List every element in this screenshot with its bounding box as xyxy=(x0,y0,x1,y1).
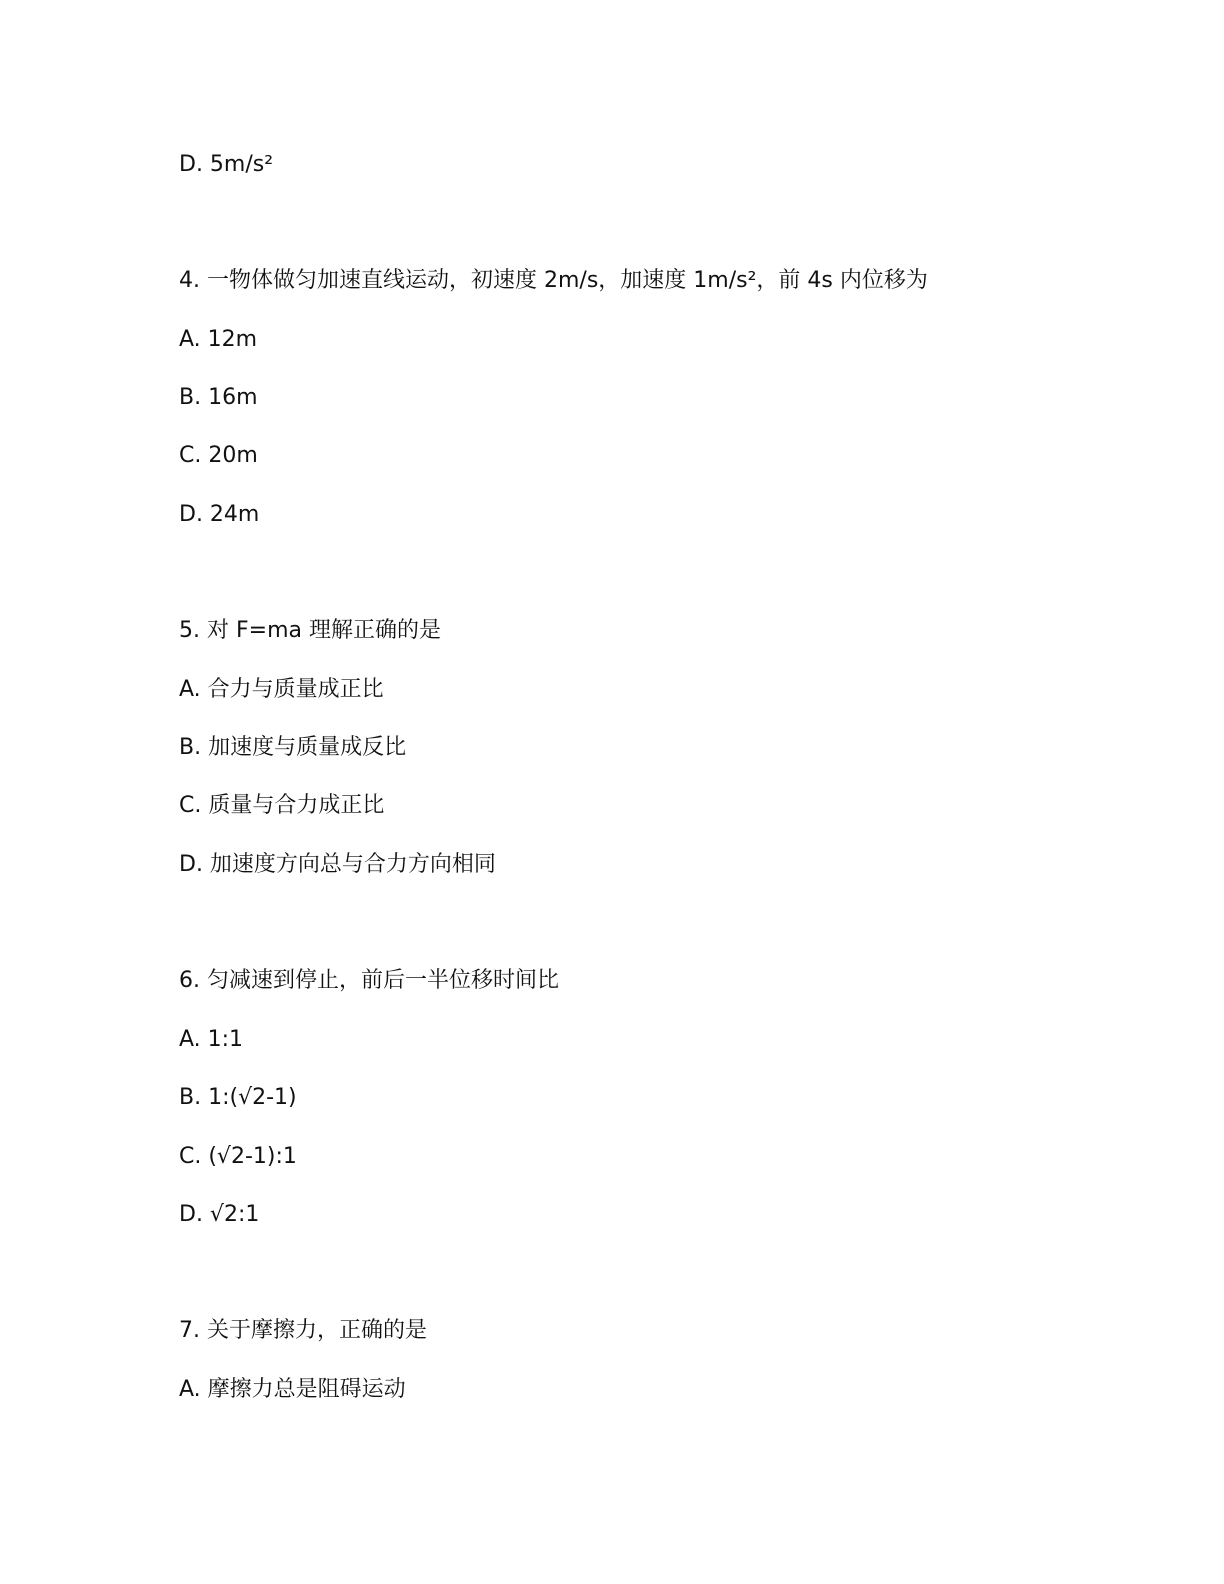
q5-option-d: D. 加速度方向总与合力方向相同 xyxy=(179,852,496,877)
q5-option-a: A. 合力与质量成正比 xyxy=(179,677,384,702)
q3-option-d: D. 5m/s² xyxy=(179,152,274,177)
q4-option-a: A. 12m xyxy=(179,327,258,352)
q6-question: 6. 匀减速到停止，前后一半位移时间比 xyxy=(179,968,559,993)
q4-option-c: C. 20m xyxy=(179,443,258,468)
q6-option-c: C. (√2-1):1 xyxy=(179,1144,297,1169)
q4-option-d: D. 24m xyxy=(179,502,260,527)
q7-question: 7. 关于摩擦力，正确的是 xyxy=(179,1318,427,1343)
q6-option-d: D. √2:1 xyxy=(179,1202,260,1227)
q5-question: 5. 对 F=ma 理解正确的是 xyxy=(179,618,441,643)
q5-option-c: C. 质量与合力成正比 xyxy=(179,793,385,818)
q5-option-b: B. 加速度与质量成反比 xyxy=(179,735,407,760)
q6-option-a: A. 1:1 xyxy=(179,1027,244,1052)
q4-option-b: B. 16m xyxy=(179,385,258,410)
q7-option-a: A. 摩擦力总是阻碍运动 xyxy=(179,1377,406,1402)
q6-option-b: B. 1:(√2-1) xyxy=(179,1085,297,1110)
q4-question: 4. 一物体做匀加速直线运动，初速度 2m/s，加速度 1m/s²，前 4s 内位移为 xyxy=(179,268,928,293)
